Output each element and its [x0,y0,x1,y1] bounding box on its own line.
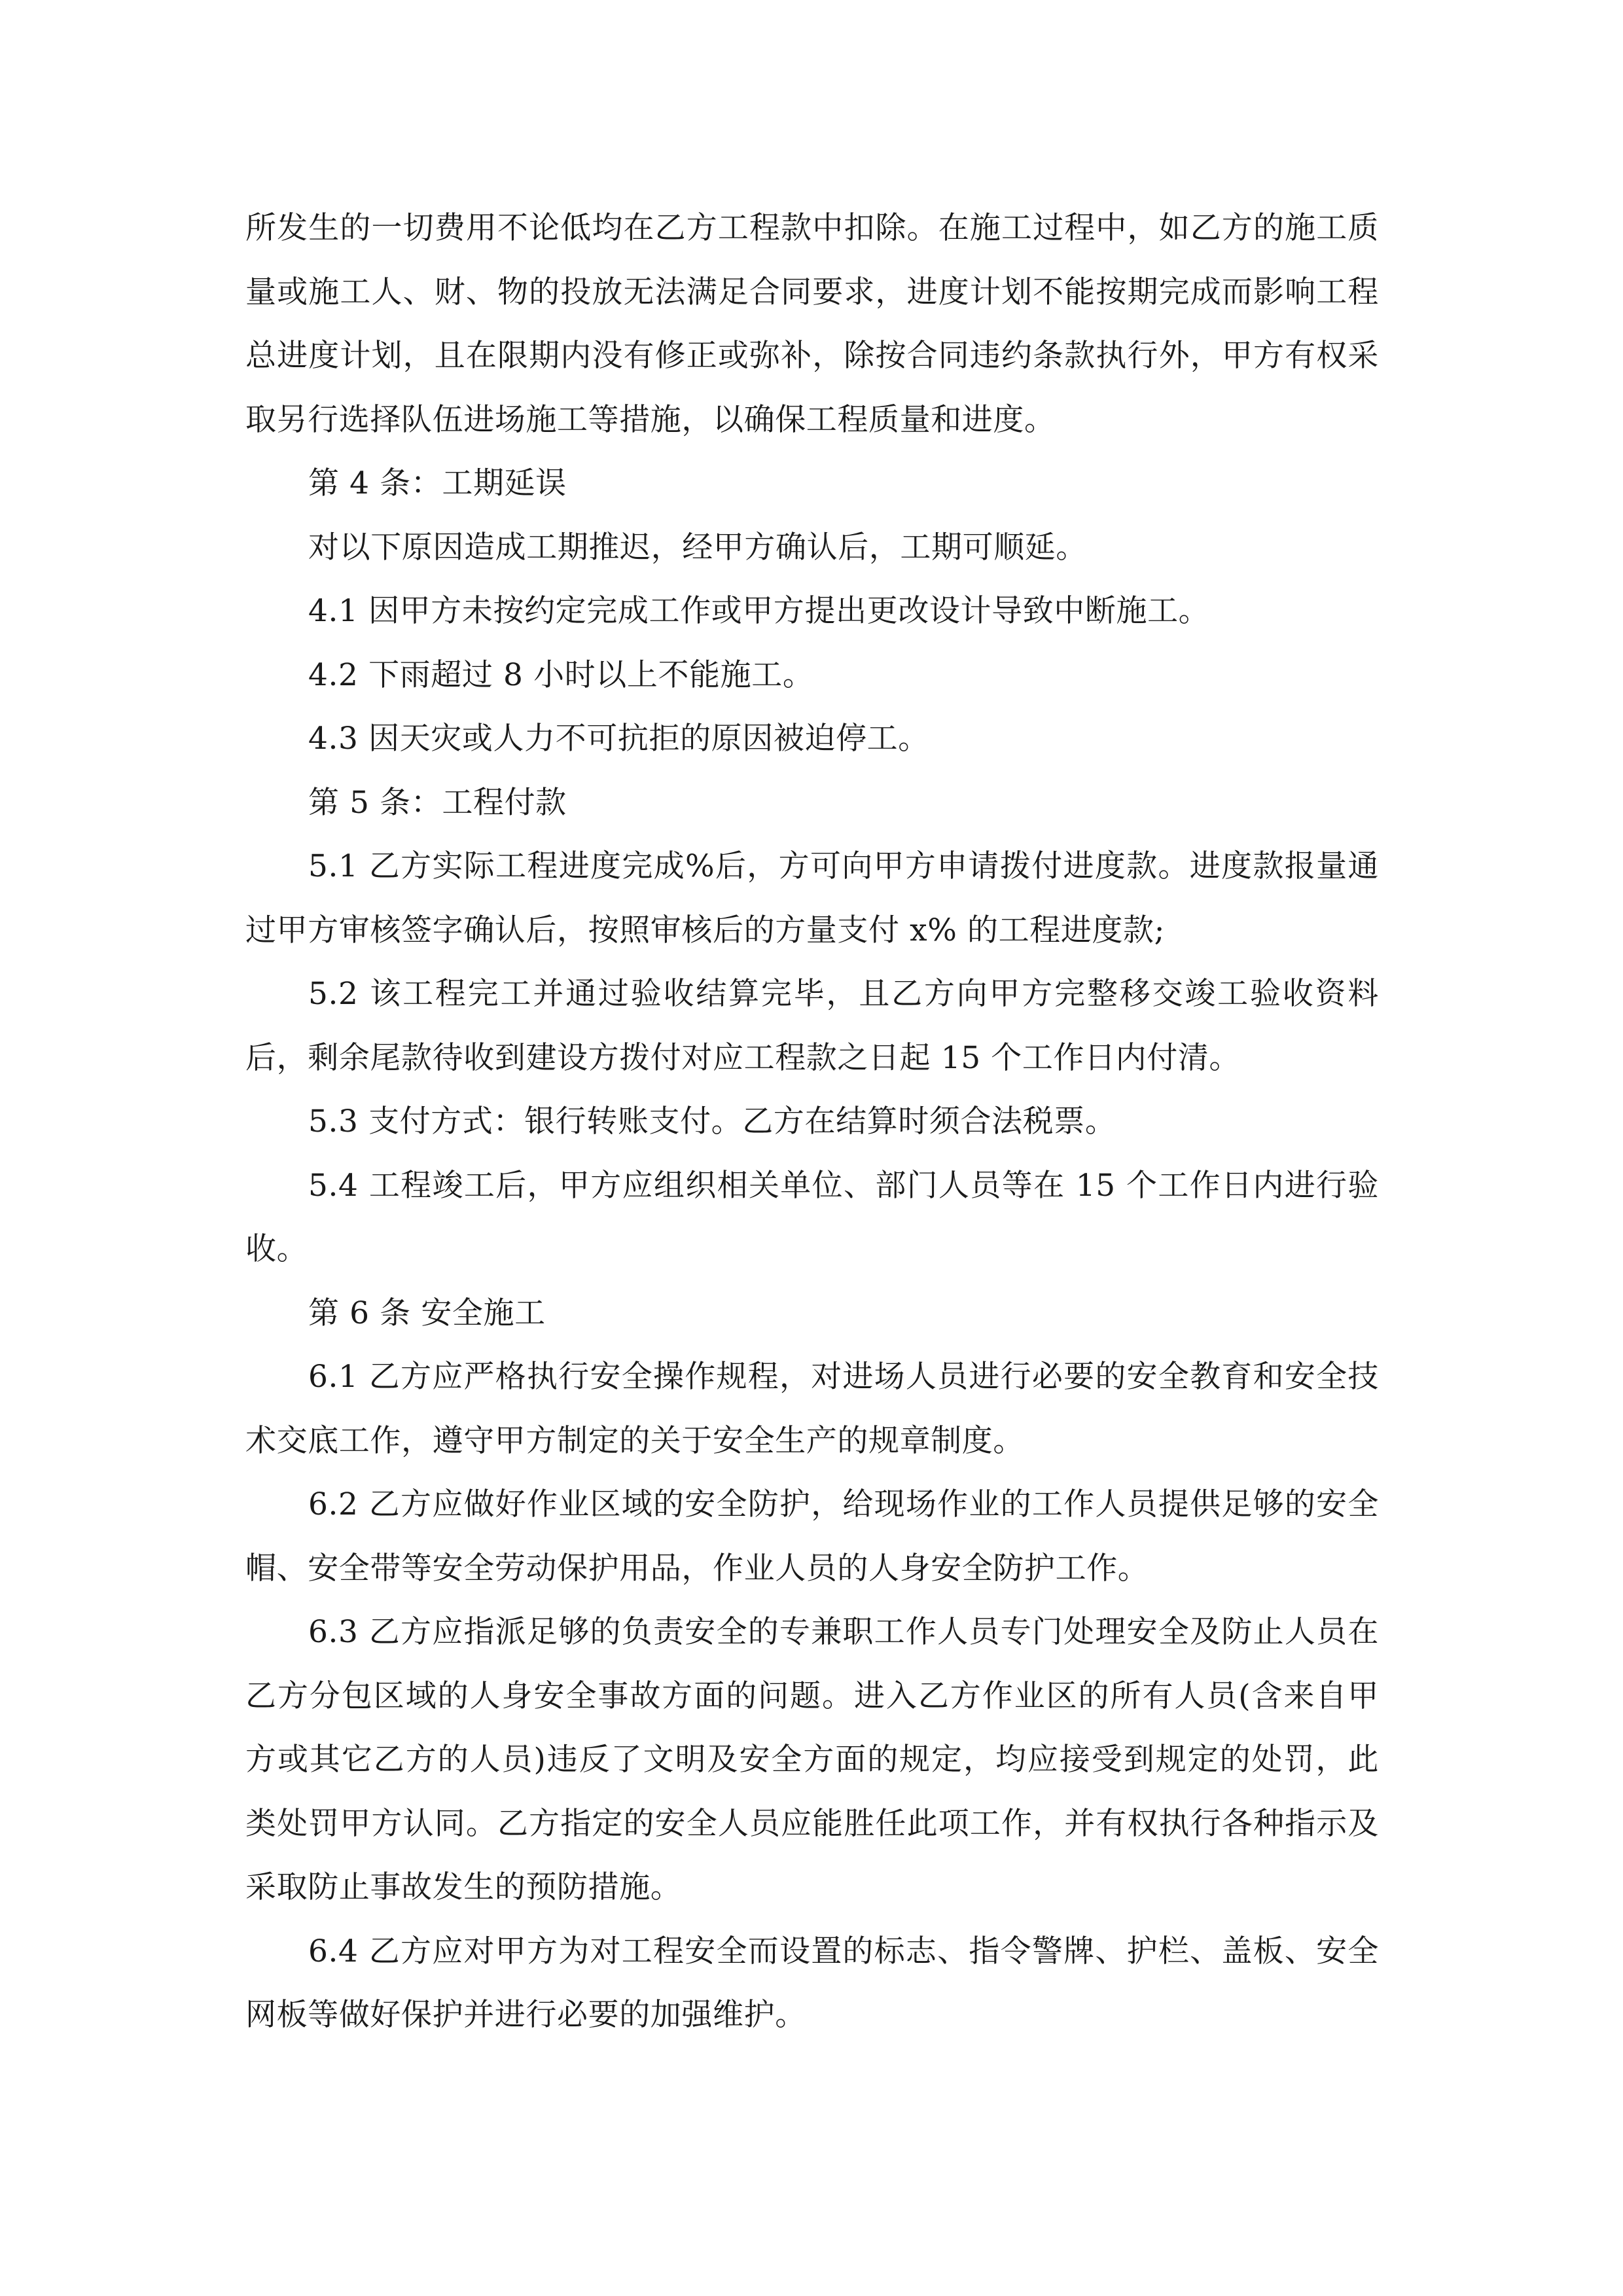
clause-6-1: 6.1 乙方应严格执行安全操作规程，对进场人员进行必要的安全教育和安全技术交底工作，遵守甲方制定的关于安全生产的规章制度。 [245,1359,1379,1459]
paragraph-carryover: 所发生的一切费用不论低均在乙方工程款中扣除。在施工过程中，如乙方的施工质量或施工人、财、物的投放无法满足合同要求，进度计划不能按期完成而影响工程总进度计划，且在限期内没有修正或弥补，除按合同违约条款执行外，甲方有权采取另行选择队伍进场施工等措施，以确保工程质量和进度。 [245,210,1379,438]
clause-5-4: 5.4 工程竣工后，甲方应组织相关单位、部门人员等在 15 个工作日内进行验收。 [245,1167,1379,1267]
clause-5-1: 5.1 乙方实际工程进度完成%后，方可向甲方申请拨付进度款。进度款报量通过甲方审核签字确认后，按照审核后的方量支付 x% 的工程进度款; [245,848,1379,948]
article-5-heading: 第 5 条：工程付款 [308,784,567,821]
clause-6-2: 6.2 乙方应做好作业区域的安全防护，给现场作业的工作人员提供足够的安全帽、安全带等安全劳动保护用品，作业人员的人身安全防护工作。 [245,1486,1379,1587]
article-4-intro: 对以下原因造成工期推迟，经甲方确认后，工期可顺延。 [308,529,1087,565]
clause-4-3: 4.3 因天灾或人力不可抗拒的原因被迫停工。 [308,721,929,757]
clause-4-2: 4.2 下雨超过 8 小时以上不能施工。 [308,656,814,693]
clause-5-2: 5.2 该工程完工并通过验收结算完毕，且乙方向甲方完整移交竣工验收资料后，剩余尾款待收到建设方拨付对应工程款之日起 15 个工作日内付清。 [245,976,1379,1076]
document-body [245,196,1379,2047]
clause-6-3: 6.3 乙方应指派足够的负责安全的专兼职工作人员专门处理安全及防止人员在乙方分包区域的人身安全事故方面的问题。进入乙方作业区的所有人员(含来自甲方或其它乙方的人员)违反了文明及安全方面的规定，均应接受到规定的处罚，此类处罚甲方认同。乙方指定的安全人员应能胜任此项工作，并有权执行各种指示及采取防止事故发生的预防措施。 [245,1614,1379,1905]
clause-6-4: 6.4 乙方应对甲方为对工程安全而设置的标志、指令警牌、护栏、盖板、安全网板等做好保护并进行必要的加强维护。 [245,1933,1379,2033]
clause-5-3: 5.3 支付方式：银行转账支付。乙方在结算时须合法税票。 [308,1103,1116,1139]
article-4-heading: 第 4 条：工期延误 [308,465,567,501]
article-6-heading: 第 6 条 安全施工 [308,1295,546,1331]
clause-4-1: 4.1 因甲方未按约定完成工作或甲方提出更改设计导致中断施工。 [308,593,1210,629]
